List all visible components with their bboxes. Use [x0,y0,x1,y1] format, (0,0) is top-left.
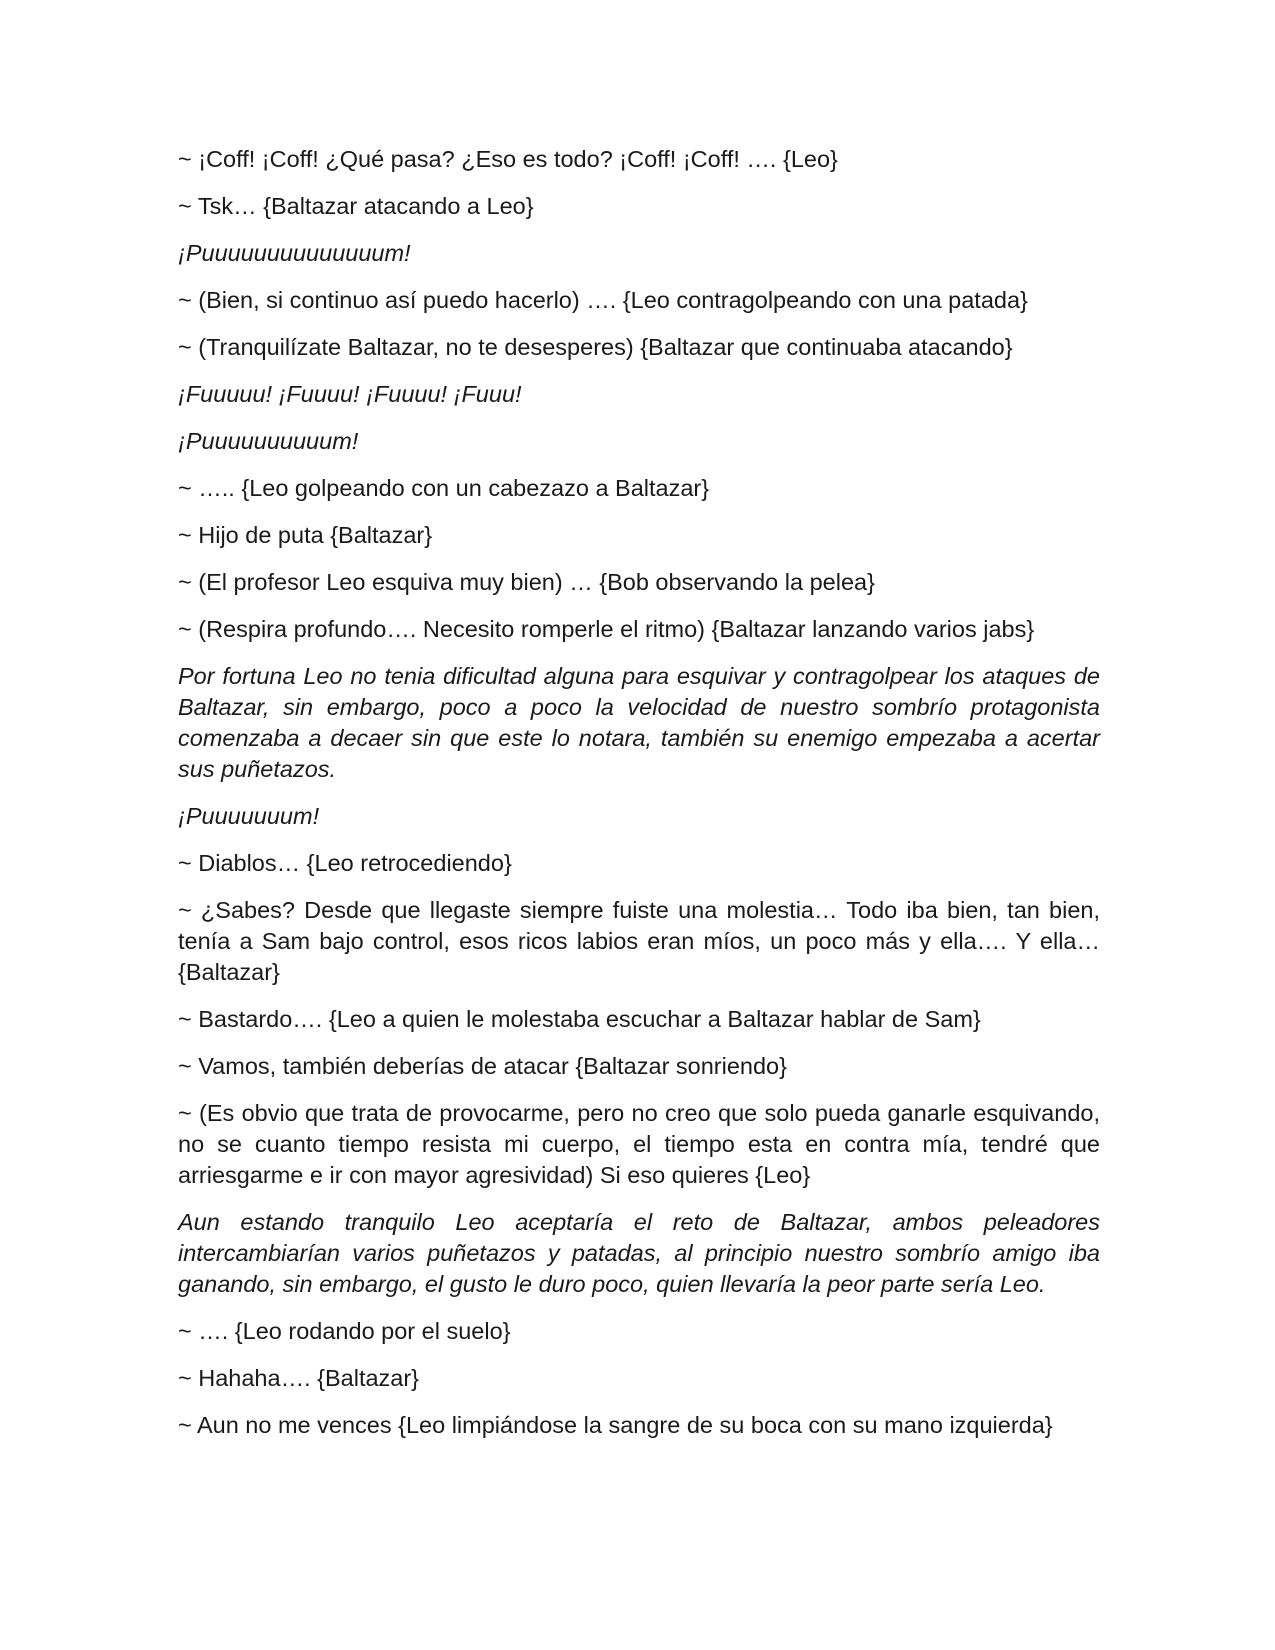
dialogue-line: ~ Tsk… {Baltazar atacando a Leo} [178,193,534,219]
narration-paragraph: Aun estando tranquilo Leo aceptaría el reto de Baltazar, ambos peleadores intercambiarían varios puñetazos y patadas, al principio nuestro sombrío amigo iba ganando, sin embargo, el gusto le duro poco, quien llevaría la peor parte sería Leo. [178,1209,1100,1297]
document-body [178,144,1100,1457]
narration-paragraph: Por fortuna Leo no tenia dificultad alguna para esquivar y contragolpear los ataques de Baltazar, sin embargo, poco a poco la velocidad de nuestro sombrío protagonista comenzaba a decaer sin que este lo notara, también su enemigo empezaba a acertar sus puñetazos. [178,663,1100,782]
sound-effect-line: ¡Puuuuuuuuuum! [178,428,359,454]
dialogue-line: ~ ¿Sabes? Desde que llegaste siempre fuiste una molestia… Todo iba bien, tan bien, tenía a Sam bajo control, esos ricos labios eran míos, un poco más y ella…. Y ella… {Baltazar} [178,897,1100,985]
dialogue-line: ~ Hahaha…. {Baltazar} [178,1365,420,1391]
sound-effect-line: ¡Fuuuuu! ¡Fuuuu! ¡Fuuuu! ¡Fuuu! [178,381,522,407]
dialogue-line: ~ ¡Coff! ¡Coff! ¿Qué pasa? ¿Eso es todo? ¡Coff! ¡Coff! …. {Leo} [178,146,838,172]
dialogue-line: ~ (Tranquilízate Baltazar, no te desesperes) {Baltazar que continuaba atacando} [178,334,1013,360]
sound-effect-line: ¡Puuuuuuum! [178,803,320,829]
dialogue-line: ~ (Respira profundo…. Necesito romperle el ritmo) {Baltazar lanzando varios jabs} [178,616,1035,642]
dialogue-line: ~ ….. {Leo golpeando con un cabezazo a Baltazar} [178,475,710,501]
dialogue-line: ~ Diablos… {Leo retrocediendo} [178,850,512,876]
dialogue-line: ~ (Bien, si continuo así puedo hacerlo) …. {Leo contragolpeando con una patada} [178,287,1028,313]
dialogue-line: ~ Aun no me vences {Leo limpiándose la sangre de su boca con su mano izquierda} [178,1412,1053,1438]
dialogue-line: ~ (Es obvio que trata de provocarme, pero no creo que solo pueda ganarle esquivando, no se cuanto tiempo resista mi cuerpo, el tiempo esta en contra mía, tendré que arriesgarme e ir con mayor agresividad) Si eso quieres {Leo} [178,1100,1100,1188]
sound-effect-line: ¡Puuuuuuuuuuuuuum! [178,240,411,266]
dialogue-line: ~ Bastardo…. {Leo a quien le molestaba escuchar a Baltazar hablar de Sam} [178,1006,981,1032]
dialogue-line: ~ (El profesor Leo esquiva muy bien) … {Bob observando la pelea} [178,569,875,595]
dialogue-line: ~ Hijo de puta {Baltazar} [178,522,433,548]
dialogue-line: ~ …. {Leo rodando por el suelo} [178,1318,511,1344]
dialogue-line: ~ Vamos, también deberías de atacar {Baltazar sonriendo} [178,1053,787,1079]
